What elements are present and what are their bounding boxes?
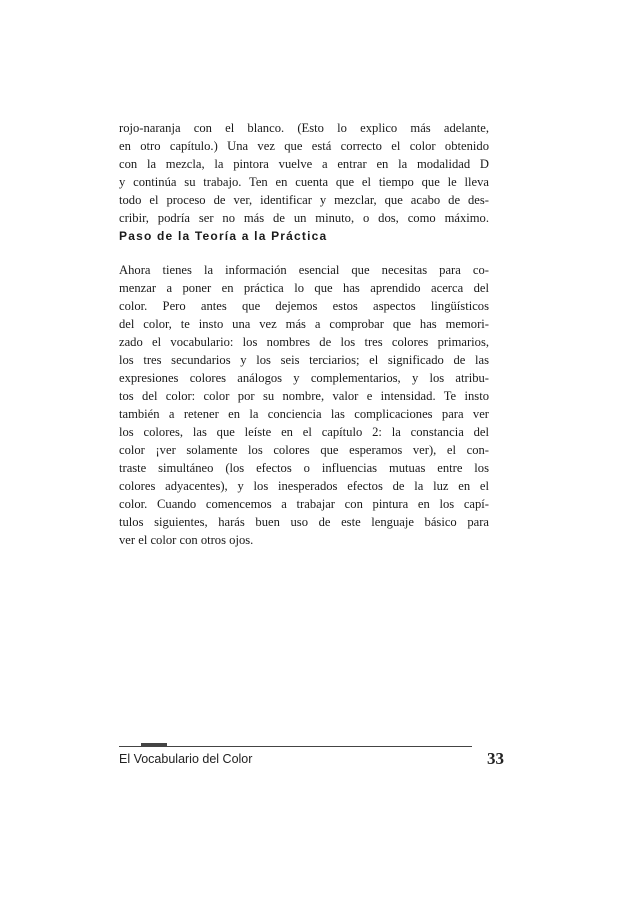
text-line: los tres secundarios y los seis terciarios; el significado de las	[119, 353, 489, 367]
text-line: los colores, las que leíste en el capítulo 2: la constancia del	[119, 425, 489, 439]
text-line: color. Cuando comencemos a trabajar con pintura en los capí-	[119, 497, 489, 511]
section-heading: Paso de la Teoría a la Práctica	[119, 229, 328, 243]
text-line: con la mezcla, la pintora vuelve a entrar en la modalidad D	[119, 157, 489, 171]
text-line: también a retener en la conciencia las complicaciones para ver	[119, 407, 489, 421]
running-footer-title: El Vocabulario del Color	[119, 752, 253, 766]
page-number: 33	[487, 749, 504, 768]
paragraph-2	[119, 261, 489, 549]
text-line: y continúa su trabajo. Ten en cuenta que el tiempo que le lleva	[119, 175, 489, 189]
paragraph-1	[119, 119, 489, 227]
text-line: color. Pero antes que dejemos estos aspectos lingüísticos	[119, 299, 489, 313]
text-line: en otro capítulo.) Una vez que está correcto el color obtenido	[119, 139, 489, 153]
text-line: Ahora tienes la información esencial que necesitas para co-	[119, 263, 489, 277]
text-line: zado el vocabulario: los nombres de los tres colores primarios,	[119, 335, 489, 349]
text-line: del color, te insto una vez más a comprobar que has memori-	[119, 317, 489, 331]
text-line: tulos siguientes, harás buen uso de este lenguaje básico para	[119, 515, 489, 529]
text-line: cribir, podría ser no más de un minuto, o dos, como máximo.	[119, 211, 489, 225]
text-line: todo el proceso de ver, identificar y mezclar, que acabo de des-	[119, 193, 489, 207]
text-line: color ¡ver solamente los colores que esperamos ver), el con-	[119, 443, 489, 457]
text-line: tos del color: color por su nombre, valor e intensidad. Te insto	[119, 389, 489, 403]
text-line: traste simultáneo (los efectos o influencias mutuas entre los	[119, 461, 489, 475]
text-line: expresiones colores análogos y complementarios, y los atribu-	[119, 371, 489, 385]
footer-rule	[119, 746, 472, 747]
text-line: menzar a poner en práctica lo que has aprendido acerca del	[119, 281, 489, 295]
text-line: ver el color con otros ojos.	[119, 533, 254, 547]
text-line: rojo-naranja con el blanco. (Esto lo explico más adelante,	[119, 121, 489, 135]
text-line: colores adyacentes), y los inesperados efectos de la luz en el	[119, 479, 489, 493]
